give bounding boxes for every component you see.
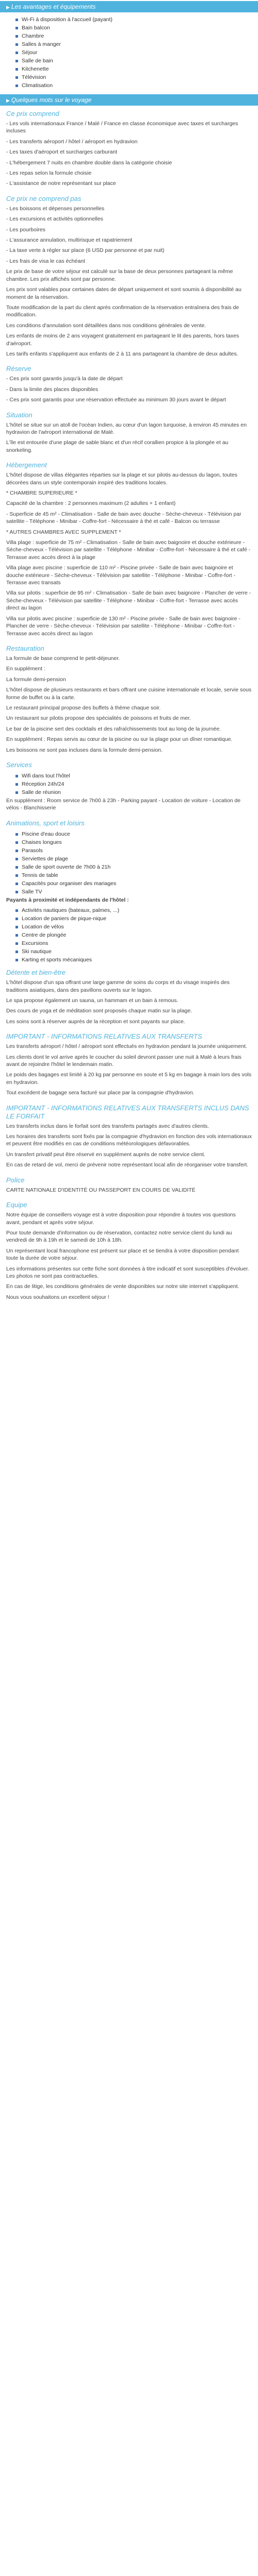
paragraph: La formule demi-pension [6,676,66,683]
paragraph: - Dans la limite des places disponibles [6,386,99,393]
paragraph: - Superficie de 45 m² - Climatisation - Salle de bain avec douche - Sèche-cheveux - Télévision par satellite - Téléphone - Minibar - Coffre-fort - Nécessaire à thé et café - Balcon ou terrasse [6,511,241,525]
hebergement-text [0,471,258,637]
list-item: Séjour [15,49,258,56]
paragraph: * AUTRES CHAMBRES AVEC SUPPLEMENT * [6,529,121,535]
payants-title: Payants à proximité et indépendants de l'hôtel : [6,896,129,903]
paragraph: Les horaires des transferts sont fixés par la compagnie d'hydravion en fonction des vols internationaux et peuvent être modifiés en cas de conditions météorologiques défavorables. [6,1133,252,1147]
sub-title-detente: Détente et bien-être [6,969,66,977]
sub-title-hebergement: Hébergement [6,461,47,469]
restauration-text [0,655,258,754]
paragraph: * CHAMBRE SUPERIEURE * [6,490,77,496]
list-item: Salle de réunion [15,789,258,796]
sub-title-restauration: Restauration [6,644,44,652]
list-item: Location de paniers de pique-nique [15,915,258,922]
equipe-text [0,1211,258,1301]
list-item: Télévision [15,74,258,81]
list-item: Chambre [15,32,258,40]
section-header-quelques-mots [0,94,258,106]
police-text: CARTE NATIONALE D'IDENTITÉ OU PASSEPORT EN COURS DE VALIDITÉ [6,1187,196,1193]
paragraph: Les prix sont valables pour certaines dates de départ uniquement et sont soumis à disponibilité au moment de la réservation. [6,286,241,300]
sub-title-animations: Animations, sport et loisirs [6,819,85,827]
paragraph: L'hôtel dispose d'un spa offrant une large gamme de soins du corps et du visage inspirés des traditions asiatiques, dans des pavillons ouverts sur le lagon. [6,979,230,993]
detente-text [0,979,258,1025]
situation-text [0,421,258,454]
paragraph: Les tarifs enfants s'appliquent aux enfants de 2 à 11 ans partageant la chambre de deux adultes. [6,350,238,357]
paragraph: En supplément : [6,666,45,672]
list-item: Wifi dans tout l'hôtel [15,772,258,779]
paragraph: Les boissons ne sont pas incluses dans la formule demi-pension. [6,747,163,753]
paragraph: L'hôtel se situe sur un atoll de l'océan Indien, au cœur d'un lagon turquoise, à environ 45 minutes en hydravion de l'aéroport international de Malé. [6,421,247,435]
paragraph: - Ces prix sont garantis jusqu'à la date de départ [6,376,123,382]
prix-comprend-text [0,120,258,188]
paragraph: - Les pourboires [6,226,45,233]
list-item: Capacités pour organiser des mariages [15,880,258,887]
services-list [0,772,258,796]
animations-list [0,831,258,895]
section-title: Les avantages et équipements [11,3,96,10]
sub-title-equipe: Equipe [6,1201,27,1209]
list-item: Location de vélos [15,923,258,930]
paragraph: - Les repas selon la formule choisie [6,170,92,177]
paragraph: Un transfert privatif peut être réservé en supplément auprès de notre service client. [6,1151,205,1158]
paragraph: Le prix de base de votre séjour est calculé sur la base de deux personnes partageant la même chambre. Les prix affichés sont par personne. [6,268,233,282]
info2-text [0,1123,258,1169]
paragraph: - Les transferts aéroport / hôtel / aéroport en hydravion [6,138,138,145]
list-item: Karting et sports mécaniques [15,956,258,963]
list-item: Parasols [15,847,258,854]
paragraph: Les enfants de moins de 2 ans voyagent gratuitement en partageant le lit des parents, hors taxes d'aéroport. [6,333,239,347]
paragraph: Les informations présentes sur cette fiche sont données à titre indicatif et sont susceptibles d'évoluer. Les photos ne sont pas contractuelles. [6,1265,249,1279]
list-item: Salle TV [15,888,258,895]
list-item: Salle de sport ouverte de 7h00 à 21h [15,863,258,871]
section-header-avantages [0,1,258,12]
list-item: Centre de plongée [15,931,258,939]
paragraph: Tout excédent de bagage sera facturé sur place par la compagnie d'hydravion. [6,1090,195,1096]
paragraph: - Les boissons et dépenses personnelles [6,205,105,212]
list-item: Kitchenette [15,65,258,73]
list-item: Climatisation [15,82,258,89]
paragraph: Capacité de la chambre : 2 personnes maximum (2 adultes + 1 enfant) [6,500,176,507]
paragraph: - Les frais de visa le cas échéant [6,258,85,264]
sub-title-info1: IMPORTANT - INFORMATIONS RELATIVES AUX TRANSFERTS [6,1032,202,1041]
paragraph: En supplément : Repas servis au cœur de la piscine ou sur la plage pour un dîner romantique. [6,736,233,743]
sub-title-situation: Situation [6,411,33,419]
sub-title-reserve: Réserve [6,365,31,373]
paragraph: Pour toute demande d'information ou de réservation, contactez notre service client du lundi au vendredi de 9h à 19h et le samedi de 10h à 18h. [6,1229,232,1244]
sub-title-police: Police [6,1176,25,1184]
paragraph: Villa plage avec piscine : superficie de 110 m² - Piscine privée - Salle de bain avec baignoire et douche extérieure - Sèche-cheveux - Télévision par satellite - Téléphone - Minibar - Coffre-fort - Terrasse avec transats [6,565,236,586]
paragraph: Les soins sont à réserver auprès de la réception et sont payants sur place. [6,1018,185,1025]
paragraph: - Les taxes d'aéroport et surcharges carburant [6,149,118,156]
paragraph: Le bar de la piscine sert des cocktails et des rafraîchissements tout au long de la journée. [6,725,221,732]
prix-ne-comprend-text [0,205,258,358]
paragraph: - Les excursions et activités optionnelles [6,216,103,223]
paragraph: La formule de base comprend le petit-déjeuner. [6,655,120,662]
services-extra-text: En supplément : Room service de 7h00 à 23h - Parking payant - Location de voiture - Location de vélos - Blanchisserie [6,797,241,811]
paragraph: - L'hébergement 7 nuits en chambre double dans la catégorie choisie [6,159,172,166]
sub-title-info2: IMPORTANT - INFORMATIONS RELATIVES AUX TRANSFERTS INCLUS DANS LE FORFAIT [6,1104,249,1120]
list-item: Bain balcon [15,24,258,31]
paragraph: Villa sur pilotis : superficie de 95 m² - Climatisation - Salle de bain avec baignoire - Plancher de verre - Sèche-cheveux - Télévision par satellite - Téléphone - Minibar - Coffre-fort - Terrasse avec accès direct au lagon [6,590,251,612]
triangle-icon: ▶ [6,98,10,103]
paragraph: Villa plage : superficie de 75 m² - Climatisation - Salle de bain avec baignoire et douche extérieure - Sèche-cheveux - Télévision par satellite - Téléphone - Minibar - Coffre-fort - Nécessaire à thé et café - Terrasse avec accès direct à la plage [6,539,251,561]
list-item: Réception 24h/24 [15,781,258,788]
paragraph: - Ces prix sont garantis pour une réservation effectuée au minimum 30 jours avant le départ [6,397,226,403]
list-item: Activités nautiques (bateaux, palmes, ...) [15,907,258,914]
sub-title-services: Services [6,760,32,769]
police-wrap [0,1187,258,1194]
paragraph: Le restaurant principal propose des buffets à thème chaque soir. [6,704,161,711]
list-item: Wi-Fi à disposition à l'accueil (payant) [15,16,258,23]
paragraph: - L'assistance de notre représentant sur place [6,180,116,187]
paragraph: L'île est entourée d'une plage de sable blanc et d'un récif corallien propice à la plongée et au snorkeling. [6,439,229,453]
list-item: Ski nautique [15,948,258,955]
avantages-list [0,16,258,89]
services-extra [0,797,258,812]
paragraph: Toute modification de la part du client après confirmation de la réservation entraînera des frais de modification. [6,304,239,318]
list-item: Salle de bain [15,57,258,64]
triangle-icon: ▶ [6,5,10,10]
paragraph: Des cours de yoga et de méditation sont proposés chaque matin sur la plage. [6,1008,192,1014]
paragraph: Les clients dont le vol arrive après le coucher du soleil devront passer une nuit à Malé à leurs frais avant de rejoindre l'hôtel le lendemain matin. [6,1054,241,1068]
avantages-section [0,12,258,94]
paragraph: En cas de retard de vol, merci de prévenir notre représentant local afin de réorganiser votre transfert. [6,1162,249,1168]
paragraph: Un représentant local francophone est présent sur place et se tiendra à votre disposition pendant toute la durée de votre séjour. [6,1247,239,1262]
section-title: Quelques mots sur le voyage [11,96,92,104]
paragraph: - L'assurance annulation, multirisque et rapatriement [6,237,133,244]
paragraph: Notre équipe de conseillers voyage est à votre disposition pour répondre à toutes vos questions avant, pendant et après votre séjour. [6,1212,236,1226]
sub-title-prix-comprend: Ce prix comprend [6,110,59,117]
paragraph: - La taxe verte à régler sur place (6 USD par personne et par nuit) [6,247,165,254]
paragraph: Les transferts inclus dans le forfait sont des transferts partagés avec d'autres clients. [6,1123,209,1129]
paragraph: L'hôtel dispose de plusieurs restaurants et bars offrant une cuisine internationale et locale, servie sous forme de buffet ou à la carte. [6,687,252,701]
paragraph: Les conditions d'annulation sont détaillées dans nos conditions générales de vente. [6,322,206,329]
list-item: Salles à manger [15,41,258,48]
paragraph: En cas de litige, les conditions générales de vente disponibles sur notre site internet s'appliquent. [6,1283,239,1290]
paragraph: Villa sur pilotis avec piscine : superficie de 130 m² - Piscine privée - Salle de bain avec baignoire - Plancher de verre - Sèche-cheveux - Télévision par satellite - Téléphone - Minibar - Coffre-fort - Terrasse avec accès direct au lagon [6,615,240,637]
list-item: Excursions [15,940,258,947]
payants-title-wrap [0,896,258,904]
paragraph: Le poids des bagages est limité à 20 kg par personne en soute et 5 kg en bagage à main lors des vols en hydravion. [6,1072,252,1086]
paragraph: - Les vols internationaux France / Malé / France en classe économique avec taxes et surcharges incluses [6,121,238,134]
paragraph: Le spa propose également un sauna, un hammam et un bain à remous. [6,997,179,1004]
payants-list [0,907,258,963]
list-item: Piscine d'eau douce [15,831,258,838]
paragraph: L'hôtel dispose de villas élégantes réparties sur la plage et sur pilotis au-dessus du lagon, toutes décorées dans un style contemporain inspiré des traditions locales. [6,472,237,486]
paragraph: Un restaurant sur pilotis propose des spécialités de poissons et fruits de mer. [6,715,191,722]
reserve-text [0,375,258,403]
list-item: Tennis de table [15,872,258,879]
sub-title-prix-ne-comprend: Ce prix ne comprend pas [6,194,82,202]
list-item: Chaises longues [15,839,258,846]
list-item: Serviettes de plage [15,855,258,862]
paragraph: Les transferts aéroport / hôtel / aéroport sont effectués en hydravion pendant la journée uniquement. [6,1043,247,1050]
info1-text [0,1043,258,1096]
paragraph: Nous vous souhaitons un excellent séjour ! [6,1294,109,1300]
